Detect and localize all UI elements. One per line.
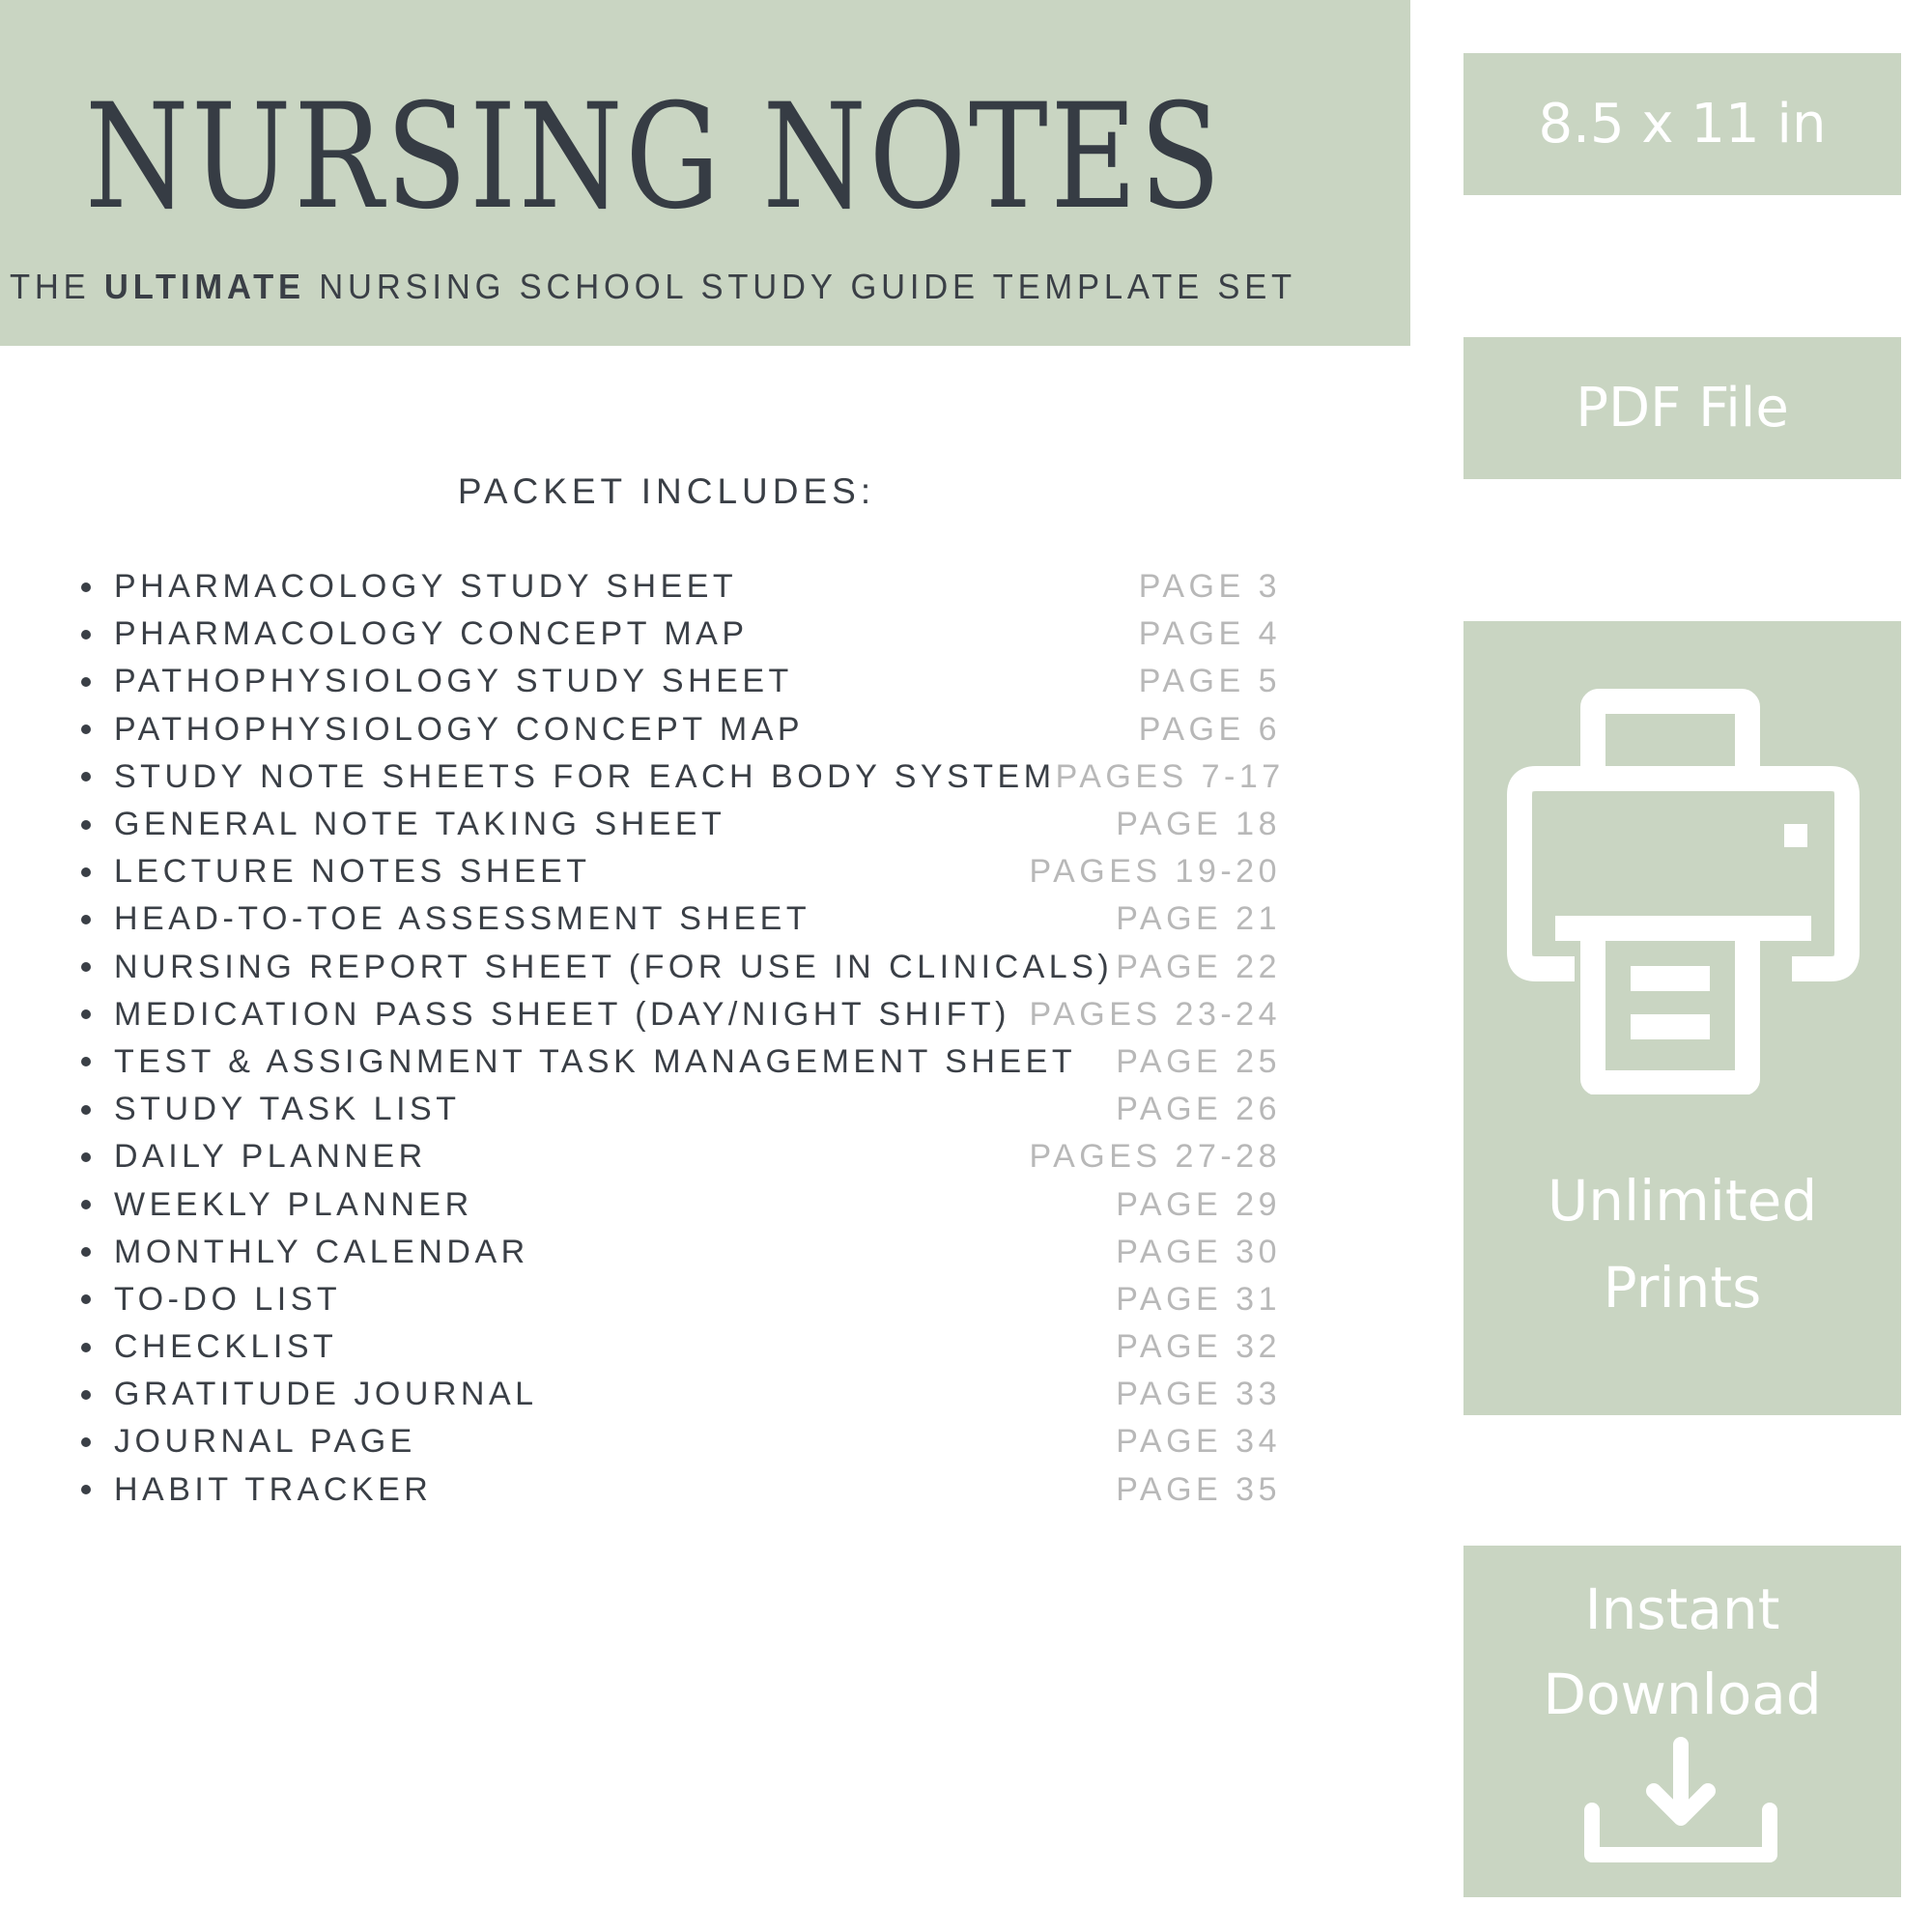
item-label: PATHOPHYSIOLOGY CONCEPT MAP [114,710,805,748]
item-page-ref: PAGES 23-24 [1029,995,1281,1033]
bullet-icon [81,1437,91,1447]
bullet-icon [81,1200,91,1209]
subtitle-emphasis: ULTIMATE [103,267,305,306]
download-line-2: Download [1543,1662,1822,1727]
item-page-ref: PAGE 6 [1138,710,1281,748]
item-label: JOURNAL PAGE [114,1423,416,1461]
item-label: PHARMACOLOGY CONCEPT MAP [114,615,749,653]
bullet-icon [81,1390,91,1400]
list-item [75,1371,1281,1418]
prints-badge [1463,621,1901,1415]
item-label: STUDY TASK LIST [114,1091,461,1128]
bullet-icon [81,962,91,972]
bullet-icon [81,1247,91,1257]
item-page-ref: PAGE 3 [1138,568,1281,606]
item-label: WEEKLY PLANNER [114,1185,473,1223]
item-page-ref: PAGE 35 [1116,1470,1281,1508]
item-page-ref: PAGE 30 [1116,1233,1281,1270]
printer-icon [1507,689,1860,1094]
download-line-1: Instant [1584,1577,1780,1642]
list-item [75,1133,1281,1180]
size-label: 8.5 x 11 in [1538,93,1827,156]
item-label: DAILY PLANNER [114,1138,427,1176]
format-label: PDF File [1576,377,1789,440]
prints-line-2: Prints [1603,1255,1762,1321]
subtitle-pre: THE [10,267,104,306]
list-item [75,1086,1281,1133]
list-item [75,658,1281,705]
list-item [75,944,1281,991]
list-item [75,563,1281,611]
list-item [75,1180,1281,1228]
item-page-ref: PAGE 31 [1116,1280,1281,1318]
subtitle-post: NURSING SCHOOL STUDY GUIDE TEMPLATE SET [304,267,1296,306]
prints-line-1: Unlimited [1547,1168,1818,1234]
bullet-icon [81,820,91,830]
list-item [75,848,1281,895]
page-title: NURSING NOTES [85,73,1224,242]
item-page-ref: PAGES 19-20 [1029,853,1281,891]
list-item [75,1038,1281,1086]
list-item [75,991,1281,1038]
item-page-ref: PAGES 27-28 [1029,1138,1281,1176]
item-page-ref: PAGE 26 [1116,1091,1281,1128]
list-item [75,753,1285,801]
item-label: GENERAL NOTE TAKING SHEET [114,806,726,843]
item-page-ref: PAGE 22 [1116,948,1281,985]
item-label: TEST & ASSIGNMENT TASK MANAGEMENT SHEET [114,1042,1077,1080]
item-page-ref: PAGE 29 [1116,1185,1281,1223]
list-item [75,1276,1281,1323]
page-subtitle [10,267,1296,307]
list-item [75,611,1281,658]
bullet-icon [81,677,91,687]
prints-text [1463,1157,1901,1331]
item-page-ref: PAGE 5 [1138,663,1281,700]
item-label: GRATITUDE JOURNAL [114,1376,538,1413]
item-page-ref: PAGE 32 [1116,1328,1281,1366]
item-page-ref: PAGE 4 [1138,615,1281,653]
header-band [0,0,1410,346]
size-badge [1463,53,1901,195]
bullet-icon [81,630,91,639]
bullet-icon [81,915,91,924]
item-label: PHARMACOLOGY STUDY SHEET [114,568,738,606]
item-label: HABIT TRACKER [114,1470,433,1508]
item-label: HEAD-TO-TOE ASSESSMENT SHEET [114,900,811,938]
bullet-icon [81,1343,91,1352]
list-item [75,1323,1281,1371]
list-item [75,1466,1281,1514]
item-page-ref: PAGE 25 [1116,1042,1281,1080]
bullet-icon [81,1009,91,1019]
item-label: TO-DO LIST [114,1280,342,1318]
item-page-ref: PAGE 18 [1116,806,1281,843]
bullet-icon [81,1294,91,1304]
item-page-ref: PAGES 7-17 [1055,757,1285,795]
item-label: MONTHLY CALENDAR [114,1233,529,1270]
item-label: CHECKLIST [114,1328,338,1366]
bullet-icon [81,772,91,781]
list-item [75,801,1281,848]
item-label: LECTURE NOTES SHEET [114,853,591,891]
item-page-ref: PAGE 34 [1116,1423,1281,1461]
bullet-icon [81,1152,91,1162]
list-item [75,1229,1281,1276]
packet-heading: PACKET INCLUDES: [457,471,876,511]
list-item [75,706,1281,753]
list-item [75,1418,1281,1465]
format-badge [1463,337,1901,479]
item-page-ref: PAGE 21 [1116,900,1281,938]
bullet-icon [81,1057,91,1066]
bullet-icon [81,1485,91,1494]
download-badge [1463,1546,1901,1897]
list-item [75,895,1281,943]
item-page-ref: PAGE 33 [1116,1376,1281,1413]
item-label: PATHOPHYSIOLOGY STUDY SHEET [114,663,793,700]
bullet-icon [81,724,91,734]
contents-list [75,563,1285,1514]
download-icon [1584,1735,1777,1862]
download-text [1463,1567,1901,1737]
bullet-icon [81,867,91,877]
bullet-icon [81,582,91,592]
item-label: MEDICATION PASS SHEET (DAY/NIGHT SHIFT) [114,995,1010,1033]
bullet-icon [81,1105,91,1115]
item-label: STUDY NOTE SHEETS FOR EACH BODY SYSTEM [114,757,1056,795]
item-label: NURSING REPORT SHEET (FOR USE IN CLINICALS) [114,948,1114,985]
